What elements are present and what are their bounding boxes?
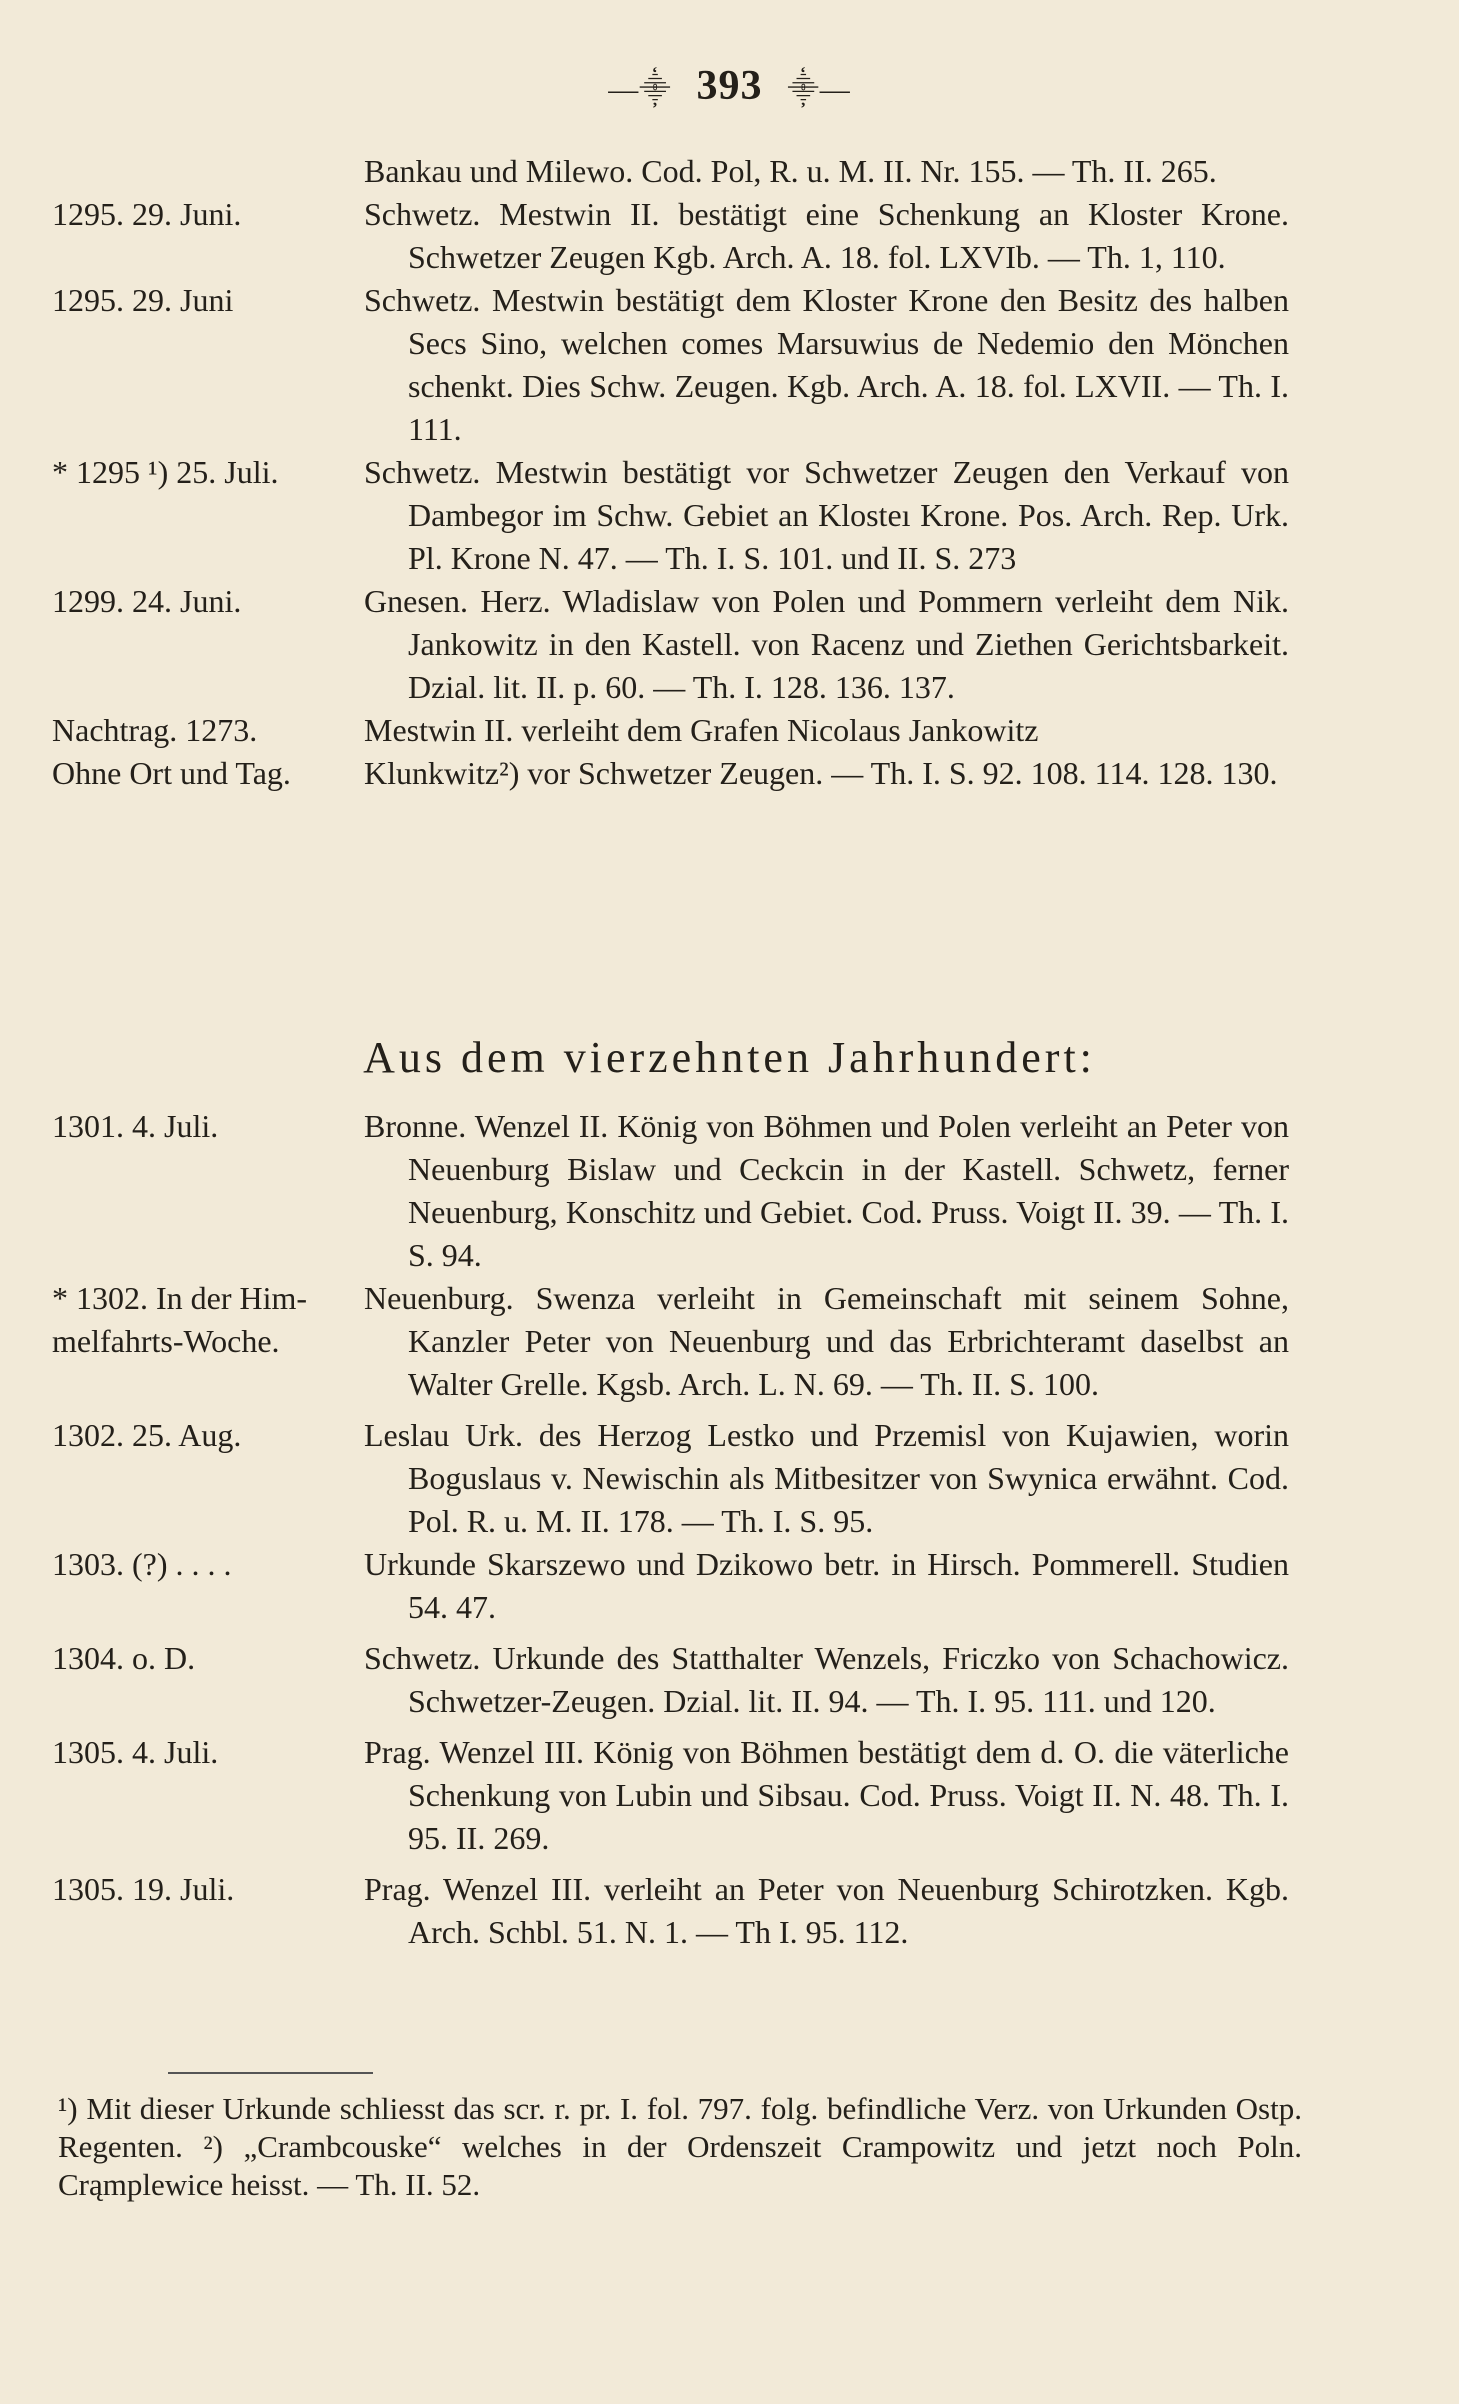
entry-date: * 1302. In der Him-melfahrts-Woche.	[52, 1280, 308, 1359]
entry	[52, 1105, 1302, 1277]
entry-text: Leslau Urk. des Herzog Lestko und Przemisl von Kujawien, worin Boguslaus v. Newischin als Mitbesitzer von Swynica erwähnt. Cod. Pol. R. u. M. II. 178. — Th. I. S. 95.	[364, 1417, 1289, 1539]
entry-date: 1305. 19. Juli.	[52, 1871, 235, 1907]
entry-date: 1295. 29. Juni.	[52, 196, 242, 232]
entry-text: Schwetz. Urkunde des Statthalter Wenzels, Friczko von Schachowicz. Schwetzer-Zeugen. Dzial. lit. II. 94. — Th. I. 95. 111. und 120.	[364, 1640, 1289, 1719]
entry-text: Prag. Wenzel III. König von Böhmen bestätigt dem d. O. die väterliche Schenkung von Lubin und Sibsau. Cod. Pruss. Voigt II. N. 48. Th. I. 95. II. 269.	[364, 1734, 1289, 1856]
entry-date: 1304. o. D.	[52, 1640, 196, 1676]
section-heading: Aus dem vierzehnten Jahrhundert:	[363, 1033, 1096, 1082]
entry-date: Ohne Ort und Tag.	[52, 755, 291, 791]
header-ornament-left: —⸎	[608, 73, 672, 106]
entry	[52, 752, 1302, 795]
entry-date: 1301. 4. Juli.	[52, 1108, 219, 1144]
entry	[52, 1868, 1302, 1954]
header-ornament-right: ⸎—	[787, 73, 851, 106]
entry	[52, 451, 1302, 580]
entry	[52, 150, 1302, 193]
entry	[52, 1731, 1302, 1860]
entry-text: Mestwin II. verleiht dem Grafen Nicolaus Jankowitz	[364, 712, 1039, 748]
entry	[52, 1277, 1302, 1406]
entry-date: 1299. 24. Juni.	[52, 583, 242, 619]
entry-text: Schwetz. Mestwin bestätigt dem Kloster Krone den Besitz des halben Secs Sino, welchen comes Marsuwius de Nedemio den Mönchen schenkt. Dies Schw. Zeugen. Kgb. Arch. A. 18. fol. LXVII. — Th. I. 111.	[364, 282, 1289, 447]
entry	[52, 1637, 1302, 1723]
entry-date: 1305. 4. Juli.	[52, 1734, 219, 1770]
entry-list-13th-century	[52, 150, 1302, 795]
entry-text: Prag. Wenzel III. verleiht an Peter von Neuenburg Schirotzken. Kgb. Arch. Schbl. 51. N. 1. — Th I. 95. 112.	[364, 1871, 1289, 1950]
entry-text: Klunkwitz²) vor Schwetzer Zeugen. — Th. I. S. 92. 108. 114. 128. 130.	[364, 755, 1278, 791]
entry-date: Nachtrag. 1273.	[52, 712, 258, 748]
entry-text: Schwetz. Mestwin II. bestätigt eine Schenkung an Kloster Krone. Schwetzer Zeugen Kgb. Arch. A. 18. fol. LXVIb. — Th. 1, 110.	[364, 196, 1289, 275]
entry-text: Bronne. Wenzel II. König von Böhmen und Polen verleiht an Peter von Neuenburg Bislaw und Ceckcin in der Kastell. Schwetz, ferner Neuenburg, Konschitz und Gebiet. Cod. Pruss. Voigt II. 39. — Th. I. S. 94.	[364, 1108, 1289, 1273]
entry-text: Bankau und Milewo. Cod. Pol, R. u. M. II. Nr. 155. — Th. II. 265.	[364, 153, 1217, 189]
entry	[52, 580, 1302, 709]
entry-date: 1295. 29. Juni	[52, 282, 234, 318]
entry-list-14th-century	[52, 1105, 1302, 1954]
entry-text: Schwetz. Mestwin bestätigt vor Schwetzer Zeugen den Verkauf von Dambegor im Schw. Gebiet an Klosteı Krone. Pos. Arch. Rep. Urk. Pl. Krone N. 47. — Th. I. S. 101. und II. S. 273	[364, 454, 1289, 576]
entry	[52, 709, 1302, 752]
entry	[52, 193, 1302, 279]
page-header	[0, 62, 1459, 110]
entry-text: Gnesen. Herz. Wladislaw von Polen und Pommern verleiht dem Nik. Jankowitz in den Kastell. von Racenz und Ziethen Gerichtsbarkeit. Dzial. lit. II. p. 60. — Th. I. 128. 136. 137.	[364, 583, 1289, 705]
entry	[52, 279, 1302, 451]
entry	[52, 1543, 1302, 1629]
entry-date: 1302. 25. Aug.	[52, 1417, 242, 1453]
footnote-rule	[168, 2072, 373, 2074]
entry	[52, 1414, 1302, 1543]
entry-date: 1303. (?) . . . .	[52, 1546, 232, 1582]
entry-text: Neuenburg. Swenza verleiht in Gemeinschaft mit seinem Sohne, Kanzler Peter von Neuenburg und das Erbrichteramt daselbst an Walter Grelle. Kgsb. Arch. L. N. 69. — Th. II. S. 100.	[364, 1280, 1289, 1402]
footnotes: ¹) Mit dieser Urkunde schliesst das scr. r. pr. I. fol. 797. folg. befindliche Verz. von Urkunden Ostp. Regenten. ²) „Crambcouske“ welches in der Ordenszeit Crampowitz und jetzt noch Poln. Crąmplewice heisst. — Th. II. 52.	[58, 2091, 1302, 2202]
entry-date: * 1295 ¹) 25. Juli.	[52, 454, 279, 490]
entry-text: Urkunde Skarszewo und Dzikowo betr. in Hirsch. Pommerell. Studien 54. 47.	[364, 1546, 1289, 1625]
page-number: 393	[696, 63, 763, 109]
